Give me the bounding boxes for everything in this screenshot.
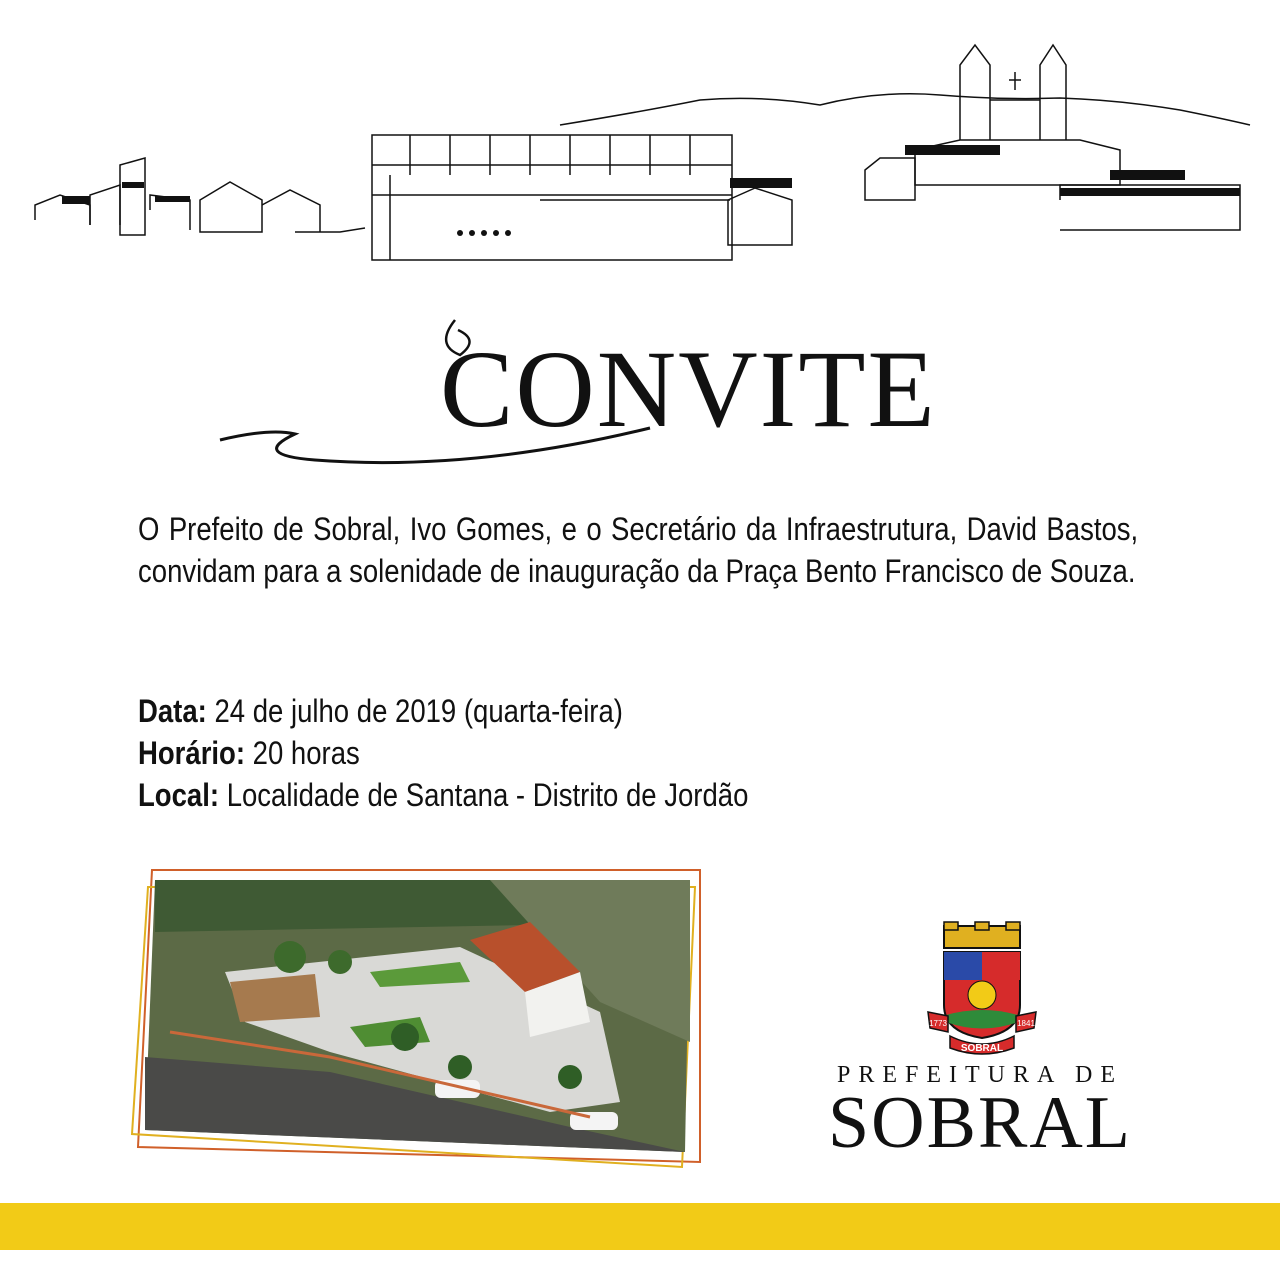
place-row: [138, 774, 748, 816]
place-label: Local:: [138, 777, 220, 813]
crest-banner-text: SOBRAL: [960, 1043, 1004, 1054]
invitation-intro: O Prefeito de Sobral, Ivo Gomes, e o Secretário da Infraestrutura, David Bastos, convidam para a solenidade de inauguração da Praça Bento Francisco de Souza.: [138, 511, 1139, 589]
city-skyline-illustration: [0, 0, 1280, 280]
time-row: [138, 732, 748, 774]
time-label: Horário:: [138, 735, 246, 771]
date-label: Data:: [138, 693, 207, 729]
place-value: Localidade de Santana - Distrito de Jordão: [219, 777, 749, 813]
footer-accent-bar: [0, 1203, 1280, 1250]
date-row: [138, 690, 748, 732]
coat-of-arms-icon: [922, 920, 1042, 1060]
event-details: [138, 690, 748, 816]
date-value: 24 de julho de 2019 (quarta-feira): [206, 693, 623, 729]
prefeitura-logo: [820, 920, 1140, 1164]
crest-year-left: 1773: [929, 1019, 947, 1028]
crest-year-right: 1841: [1017, 1019, 1035, 1028]
page-title: CONVITE: [440, 328, 937, 450]
logo-line2: SOBRAL: [828, 1082, 1132, 1164]
time-value: 20 horas: [245, 735, 360, 771]
square-aerial-photo: [130, 862, 710, 1172]
title-block: [210, 310, 937, 480]
logo-line1: PREFEITURA DE: [836, 1062, 1123, 1088]
